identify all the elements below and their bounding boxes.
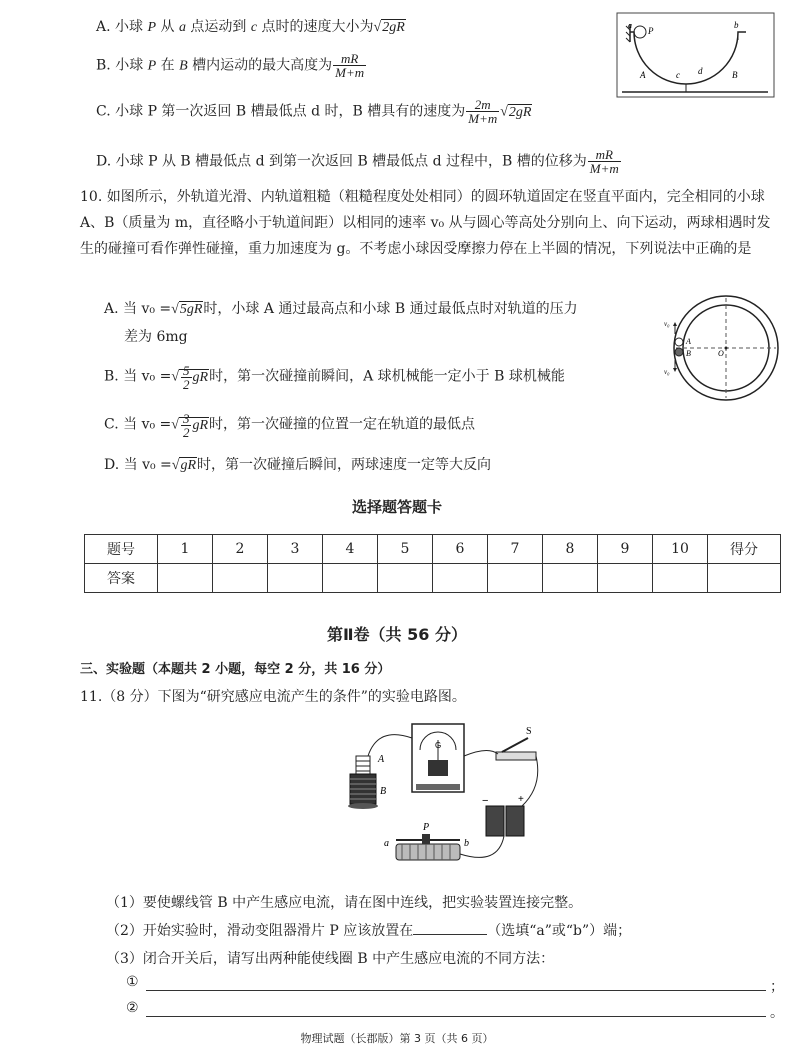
answer-card-table — [84, 534, 781, 593]
q11-sub1: （1）要使螺线管 B 中产生感应电流，请在图中连线，把实验装置连接完整。 — [106, 895, 583, 911]
wire — [368, 735, 412, 756]
answer-cell[interactable] — [543, 564, 598, 593]
answer-card-row-numbers — [85, 535, 781, 564]
answer-cell[interactable] — [378, 564, 433, 593]
q11-sub2-text2: （选填“a”或“b”）端； — [487, 923, 632, 939]
answer-cell[interactable] — [598, 564, 653, 593]
q9-b-den: M+m — [335, 65, 365, 80]
answer-cell[interactable] — [213, 564, 268, 593]
switch-base-icon — [496, 752, 536, 760]
q9-c-radicand: 2gR — [508, 104, 532, 120]
q10-c-radicand — [179, 411, 209, 440]
q10-c-text: C. 当 v₀ = — [104, 416, 172, 433]
battery-cell-icon — [486, 806, 504, 836]
q11-sub2-blank[interactable] — [413, 920, 487, 935]
coil-base-icon — [348, 803, 378, 809]
q9-b-fraction — [333, 52, 366, 79]
section3-title: 三、实验题（本题共 2 小题，每空 2 分，共 16 分） — [80, 662, 391, 677]
q10-b-text2: 时，第一次碰撞前瞬间，A 球机械能一定小于 B 球机械能 — [209, 368, 565, 385]
battery-cell-icon — [506, 806, 524, 836]
q9-figure — [616, 12, 776, 98]
q10-b-sqrt: √ $\frac{5}{2}$ gR — [171, 363, 209, 392]
q9-label-p: P — [648, 26, 654, 36]
q10-c-fraction — [181, 412, 192, 439]
answer-card-number: 9 — [598, 535, 653, 564]
q9-d-text: D. 小球 P 从 B 槽最低点 d 到第一次返回 B 槽最低点 d 过程中，B 槽的位移为 — [96, 153, 587, 170]
q10-option-c — [104, 412, 475, 439]
q10-arrow-down-head — [673, 368, 677, 372]
q10-label-v0-up: v₀ — [664, 320, 670, 328]
q9-ball-p — [634, 26, 646, 38]
q9-a-var: P — [147, 20, 157, 35]
answer-card-header-label: 题号 — [85, 535, 158, 564]
wire — [522, 756, 538, 806]
galvanometer-terminals — [416, 784, 460, 790]
label-p: P — [423, 822, 430, 833]
q9-a-text2: 从 — [156, 19, 179, 35]
q10-d-text2: 时，第一次碰撞后瞬间，两球速度一定等大反向 — [197, 457, 492, 473]
q10-label-a: A — [686, 337, 691, 346]
q10-option-a-line2: 差为 6mg — [124, 329, 188, 345]
galvanometer-core — [428, 760, 448, 776]
q11-figure — [338, 716, 548, 882]
q10-label-b: B — [686, 349, 691, 358]
q10-d-sqrt: √gR — [171, 458, 197, 473]
answer-card-number: 3 — [268, 535, 323, 564]
q9-b-var: P — [147, 58, 157, 74]
q11-blank2-line[interactable] — [146, 1016, 766, 1017]
answer-card-answer-label: 答案 — [85, 564, 158, 593]
q10-b-gr: gR — [192, 369, 209, 385]
q10-center — [725, 347, 728, 350]
rheostat-slider — [422, 834, 430, 844]
q9-b-text2: 在 — [156, 57, 180, 74]
answer-card-number: 5 — [378, 535, 433, 564]
score-cell[interactable] — [708, 564, 781, 593]
q9-b-num: mR — [333, 52, 366, 66]
answer-card-number: 10 — [653, 535, 708, 564]
q10-label-v0-down: v₀ — [664, 368, 670, 376]
q9-c-fraction — [466, 98, 499, 125]
q10-b-text: B. 当 v₀ = — [104, 368, 172, 385]
answer-card-number: 8 — [543, 535, 598, 564]
q10-a-text2: 时，小球 A 通过最高点和小球 B 通过最低点时对轨道的压力 — [203, 301, 578, 317]
answer-card-number: 7 — [488, 535, 543, 564]
q9-d-num: mR — [588, 148, 621, 162]
q9-d-fraction — [588, 148, 621, 175]
q9-label-b: b — [734, 20, 739, 30]
q10-ball-b — [675, 348, 683, 356]
q9-c-num: 2m — [466, 98, 499, 112]
q10-label-o: O — [718, 349, 724, 358]
answer-cell[interactable] — [433, 564, 488, 593]
q10-a-radicand: 5gR — [179, 302, 203, 317]
q10-c-text2: 时，第一次碰撞的位置一定在轨道的最低点 — [209, 416, 476, 433]
q9-label-a: a — [628, 21, 632, 30]
label-b: b — [464, 838, 469, 849]
label-coil-a: A — [378, 754, 385, 765]
switch-lever-icon — [502, 738, 528, 752]
page-footer: 物理试题（长郡版）第 3 页（共 6 页） — [300, 1032, 494, 1045]
q11-sub2-text: （2）开始实验时，滑动变阻器滑片 P 应该放置在 — [106, 923, 414, 939]
label-a: a — [384, 838, 389, 849]
q9-a-var3: c — [250, 20, 258, 35]
q10-ball-a — [675, 338, 683, 346]
q10-option-a — [104, 298, 578, 318]
q10-arrow-up-head — [673, 322, 677, 326]
answer-card-number: 1 — [158, 535, 213, 564]
wire — [464, 750, 498, 756]
part2-title: 第Ⅱ卷（共 56 分） — [327, 625, 467, 644]
q9-label-B: B — [732, 70, 738, 80]
q9-label-d: d — [698, 66, 703, 76]
q9-a-var2: a — [178, 20, 186, 35]
q10-option-b — [104, 364, 565, 391]
q9-b-text3: 槽内运动的最大高度为 — [187, 57, 333, 74]
answer-card-score-label: 得分 — [708, 535, 781, 564]
q10-stem: 10. 如图所示，外轨道光滑、内轨道粗糙（粗糙程度处处相同）的圆环轨道固定在竖直平面内，完全相同的小球 A、B（质量为 m，直径略小于轨道间距）以相同的速率 v₀ 从与圆心等高处分别向上、向下运动，两球相遇时发生的碰撞可看作弹性碰撞，重力加速度为 g。不考虑小球因受摩擦力停在上半圆的情况，下列说法中正确的是 — [80, 189, 771, 257]
label-minus: − — [482, 795, 489, 807]
answer-cell[interactable] — [653, 564, 708, 593]
q10-c-num: 3 — [182, 411, 190, 426]
q9-c-sqrt: √2gR — [500, 104, 532, 120]
q9-option-b — [96, 52, 367, 79]
q10-b-num: 5 — [183, 363, 190, 378]
q11-stem: 11.（8 分）下图为“研究感应电流产生的条件”的实验电路图。 — [80, 689, 466, 705]
q11-sub3: （3）闭合开关后，请写出两种能使线圈 B 中产生感应电流的不同方法： — [106, 951, 555, 967]
label-g: G — [435, 741, 442, 750]
q11-blank1-line[interactable] — [146, 990, 766, 991]
q9-option-a — [96, 16, 406, 36]
q11-blank1-mark: ① — [126, 974, 139, 990]
q10-b-radicand — [179, 363, 209, 392]
q9-a-sqrt: √2gR — [373, 20, 405, 35]
answer-cell[interactable] — [158, 564, 213, 593]
q9-groove — [630, 32, 746, 84]
q9-b-var2: B — [179, 58, 188, 74]
q9-a-text3: 点运动到 — [185, 19, 251, 35]
q10-d-radicand: gR — [180, 458, 197, 473]
q10-c-gr: gR — [192, 417, 209, 433]
q9-c-den: M+m — [468, 111, 498, 126]
answer-card-number: 4 — [323, 535, 378, 564]
q11-sub2 — [106, 920, 631, 940]
q10-option-d — [104, 454, 491, 474]
q10-b-den: 2 — [183, 377, 190, 392]
q10-c-sqrt: √ $\frac{3}{2}$ gR — [171, 411, 209, 440]
label-plus: + — [518, 794, 524, 805]
q10-c-den: 2 — [182, 425, 190, 440]
q9-b-text: B. 小球 — [96, 57, 148, 74]
q9-c-text: C. 小球 P 第一次返回 B 槽最低点 d 时，B 槽具有的速度为 — [96, 103, 466, 120]
q11-blank2-mark: ② — [126, 1000, 139, 1016]
answer-cell[interactable] — [268, 564, 323, 593]
q9-label-c: c — [676, 70, 680, 80]
label-coil-b: B — [380, 786, 387, 797]
q10-d-text: D. 当 v₀ = — [104, 457, 172, 473]
q10-figure — [664, 292, 782, 402]
q11-blank1-end: ； — [770, 979, 784, 995]
q9-d-den: M+m — [589, 161, 619, 176]
q9-option-c — [96, 98, 532, 125]
q10-b-fraction — [181, 364, 192, 391]
q11-blank2-end: 。 — [770, 1005, 784, 1021]
q10-a-sqrt: √5gR — [171, 302, 203, 317]
answer-card-number: 2 — [213, 535, 268, 564]
answer-cell[interactable] — [323, 564, 378, 593]
q9-label-A: A — [640, 70, 646, 80]
q9-option-d — [96, 148, 622, 175]
answer-card-number: 6 — [433, 535, 488, 564]
label-switch: S — [526, 726, 532, 737]
q9-a-text4: 点时的速度大小为 — [257, 19, 374, 35]
q9-a-radicand: 2gR — [382, 20, 405, 35]
answer-card-row-answers — [85, 564, 781, 593]
q9-a-text: A. 小球 — [96, 19, 148, 35]
q10-a-text: A. 当 v₀ = — [104, 301, 172, 317]
answer-cell[interactable] — [488, 564, 543, 593]
answer-card-title: 选择题答题卡 — [351, 498, 442, 516]
